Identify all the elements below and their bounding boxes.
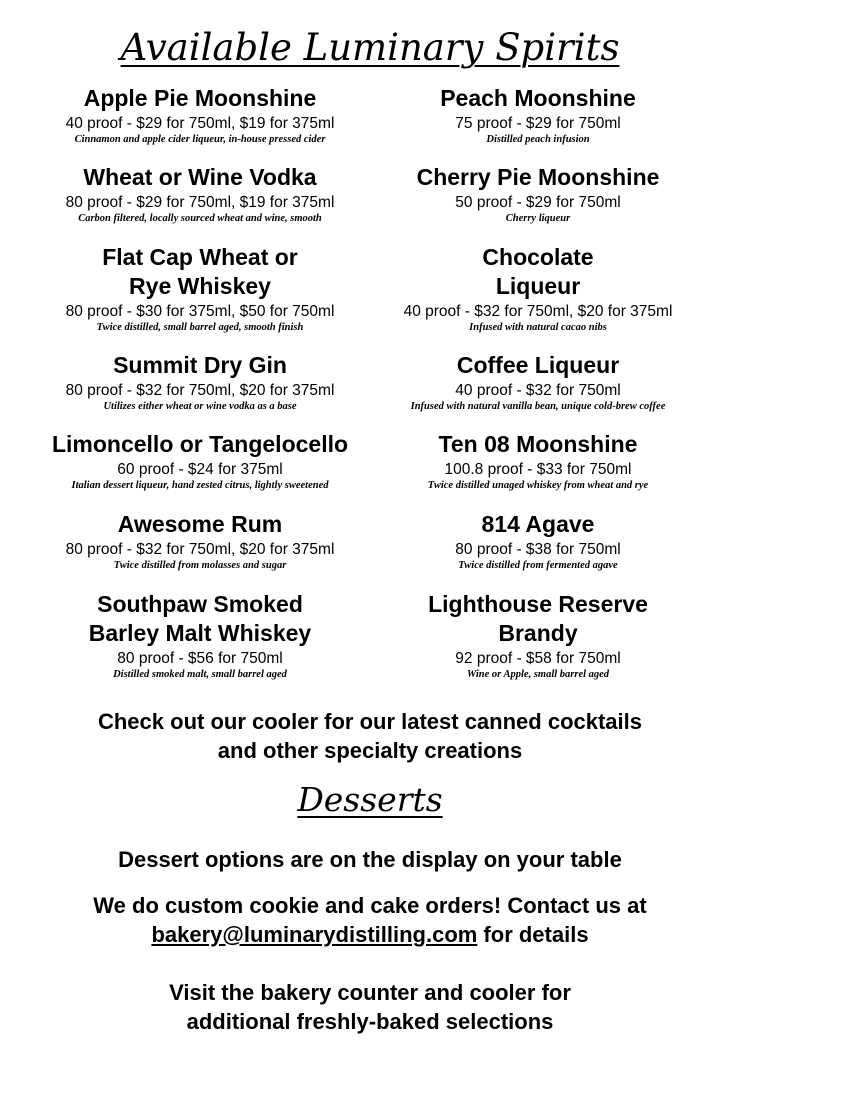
spirit-price: 92 proof - $58 for 750ml (455, 650, 621, 667)
spirit-price: 40 proof - $32 for 750ml (455, 382, 621, 399)
spirit-name: 814 Agave (481, 511, 595, 537)
spirit-item (40, 351, 360, 413)
custom-orders-contact-line (0, 920, 740, 949)
bakery-visit-line: additional freshly-baked selections (186, 1009, 554, 1034)
spirit-item (40, 243, 360, 334)
spirit-item (380, 510, 696, 572)
spirit-item (380, 243, 696, 334)
custom-orders-suffix: for details (477, 922, 589, 947)
spirit-price: 80 proof - $30 for 375ml, $50 for 750ml (65, 303, 335, 320)
spirit-description: Italian dessert liqueur, hand zested citrus, lightly sweetened (71, 480, 329, 491)
spirit-item (380, 351, 696, 413)
spirit-description: Twice distilled from molasses and sugar (113, 560, 287, 571)
spirit-description: Cherry liqueur (505, 213, 571, 224)
spirit-price: 80 proof - $32 for 750ml, $20 for 375ml (65, 541, 335, 558)
spirit-name: Limoncello or Tangelocello (51, 431, 349, 457)
cooler-note-line: Check out our cooler for our latest canned cocktails (97, 709, 643, 734)
spirit-description: Distilled smoked malt, small barrel aged (113, 669, 287, 680)
spirit-price: 80 proof - $56 for 750ml (117, 650, 283, 667)
spirit-name: Apple Pie Moonshine (83, 85, 317, 111)
spirit-name: Southpaw Smoked Barley Malt Whiskey (88, 591, 312, 646)
spirit-name: Flat Cap Wheat or Rye Whiskey (102, 244, 298, 299)
spirit-item (40, 163, 360, 225)
spirit-price: 40 proof - $32 for 750ml, $20 for 375ml (403, 303, 673, 320)
spirit-price: 50 proof - $29 for 750ml (455, 194, 621, 211)
spirit-description: Cinnamon and apple cider liqueur, in-house pressed cider (74, 134, 326, 145)
spirit-name: Peach Moonshine (440, 85, 636, 111)
cooler-note (0, 707, 740, 765)
spirit-price: 100.8 proof - $33 for 750ml (444, 461, 632, 478)
spirit-price: 75 proof - $29 for 750ml (455, 115, 621, 132)
spirit-name: Chocolate Liqueur (482, 244, 594, 299)
spirit-item (40, 84, 360, 146)
spirit-item (380, 590, 696, 681)
spirit-description: Wine or Apple, small barrel aged (466, 669, 610, 680)
spirit-description: Infused with natural vanilla bean, unique cold-brew coffee (410, 401, 666, 412)
spirit-price: 40 proof - $29 for 750ml, $19 for 375ml (65, 115, 335, 132)
spirit-price: 80 proof - $38 for 750ml (455, 541, 621, 558)
spirit-name: Cherry Pie Moonshine (416, 164, 660, 190)
spirit-price: 80 proof - $32 for 750ml, $20 for 375ml (65, 382, 335, 399)
spirit-description: Carbon filtered, locally sourced wheat and wine, smooth (78, 213, 322, 224)
spirit-name: Wheat or Wine Vodka (83, 164, 317, 190)
custom-orders-line: We do custom cookie and cake orders! Contact us at (93, 893, 647, 918)
spirit-name: Summit Dry Gin (113, 352, 287, 378)
spirit-item (40, 430, 360, 492)
spirit-item (380, 163, 696, 225)
spirit-price: 60 proof - $24 for 375ml (117, 461, 283, 478)
bakery-visit-line: Visit the bakery counter and cooler for (169, 980, 571, 1005)
spirit-description: Utilizes either wheat or wine vodka as a base (103, 401, 297, 412)
spirit-name: Awesome Rum (117, 511, 283, 537)
spirit-item (380, 430, 696, 492)
page-title: Available Luminary Spirits (120, 26, 620, 69)
dessert-options-note: Dessert options are on the display on your table (118, 847, 622, 872)
custom-orders-note (0, 891, 740, 949)
bakery-visit-note (0, 978, 740, 1036)
cooler-note-line: and other specialty creations (217, 738, 523, 763)
bakery-email-link[interactable]: bakery@luminarydistilling.com (151, 922, 478, 947)
spirit-description: Distilled peach infusion (486, 134, 590, 145)
spirit-item (40, 510, 360, 572)
spirit-item (380, 84, 696, 146)
spirit-description: Twice distilled, small barrel aged, smooth finish (96, 322, 304, 333)
spirit-description: Twice distilled from fermented agave (458, 560, 618, 571)
spirit-name: Lighthouse Reserve Brandy (428, 591, 648, 646)
spirit-description: Twice distilled unaged whiskey from wheat and rye (427, 480, 649, 491)
spirit-item (40, 590, 360, 681)
spirit-price: 80 proof - $29 for 750ml, $19 for 375ml (65, 194, 335, 211)
spirit-description: Infused with natural cacao nibs (469, 322, 607, 333)
spirit-name: Coffee Liqueur (456, 352, 620, 378)
spirit-name: Ten 08 Moonshine (438, 431, 638, 457)
desserts-heading: Desserts (297, 780, 443, 819)
